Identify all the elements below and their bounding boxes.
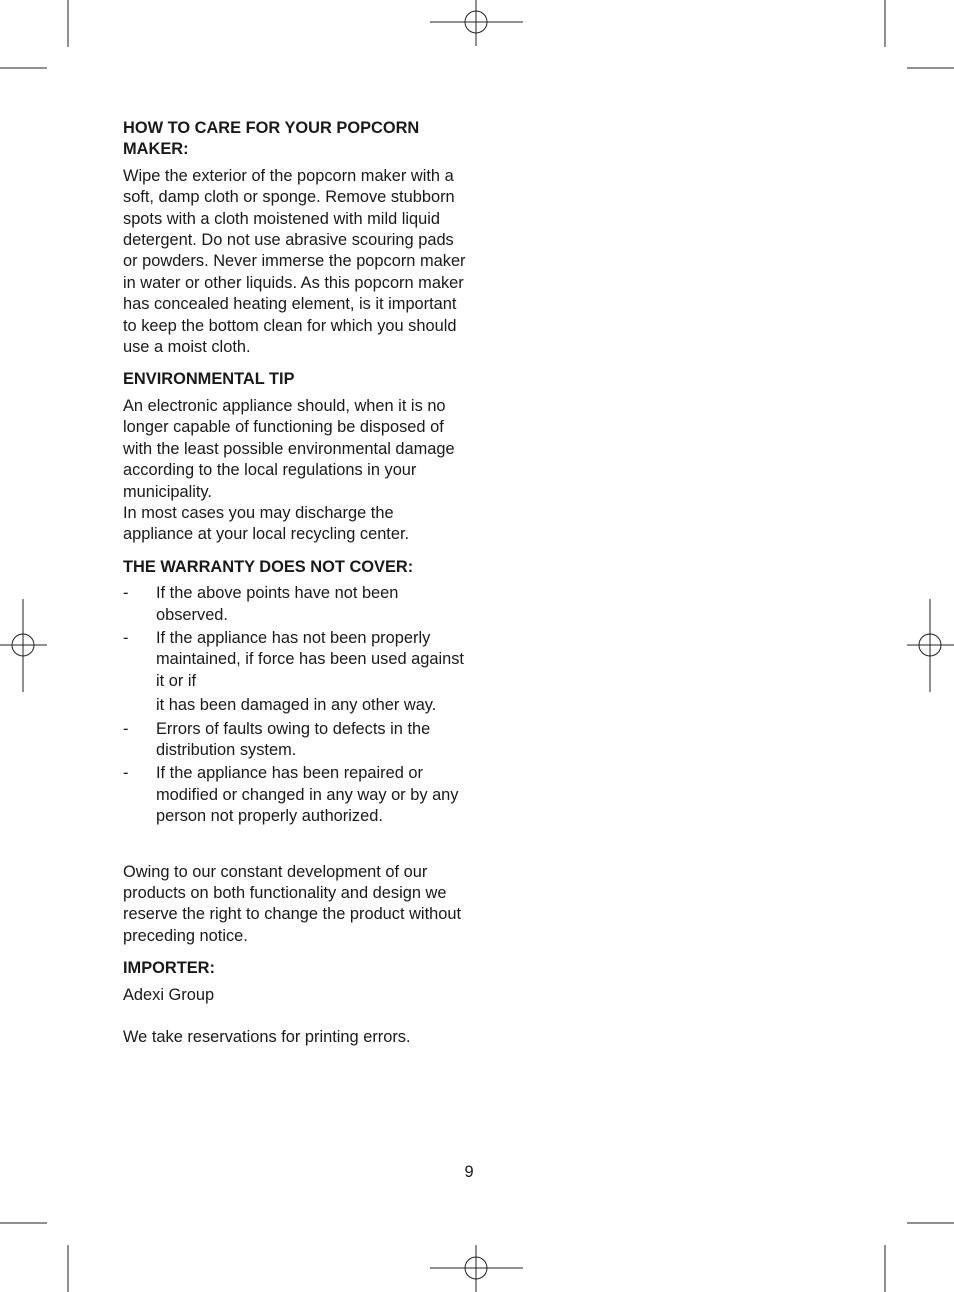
warranty-heading: THE WARRANTY DOES NOT COVER: [123, 557, 414, 576]
list-item: - Errors of faults owing to defects in the distribution system. [123, 719, 431, 759]
warranty-list [123, 583, 468, 827]
environment-body: An electronic appliance should, when it is no longer capable of functioning be disposed of with the least possible environmental damage according to the local regulations in your municipality. [123, 396, 455, 501]
page-number: 9 [464, 1163, 474, 1181]
registration-mark-right [907, 599, 954, 692]
importer-heading: IMPORTER: [123, 959, 215, 978]
printing-disclaimer: We take reservations for printing errors. [123, 1028, 411, 1047]
text-column [123, 118, 468, 1048]
environment-heading: ENVIRONMENTAL TIP [123, 370, 295, 389]
environment-body-2: In most cases you may discharge the appliance at your local recycling center. [123, 503, 410, 544]
list-item: - If the above points have not been observed. [123, 584, 399, 624]
importer-name: Adexi Group [123, 985, 215, 1004]
care-heading: HOW TO CARE FOR YOUR POPCORN MAKER: [123, 119, 420, 159]
registration-mark-top [430, 0, 523, 46]
registration-mark-left [0, 599, 47, 692]
list-item: - If the appliance has not been properly maintained, if force has been used against it or if it has been damaged in any other way. [123, 628, 464, 715]
list-item: - If the appliance has been repaired or modified or changed in any way or by any person not properly authorized. [123, 764, 459, 826]
development-notice: Owing to our constant development of our products on both functionality and design we reserve the right to change the product without preceding notice. [123, 862, 462, 945]
care-body: Wipe the exterior of the popcorn maker with a soft, damp cloth or sponge. Remove stubborn spots with a cloth moistened with mild liquid detergent. Do not use abrasive scouring pads or powders. Never immerse the popcorn maker in water or other liquids. As this popcorn maker has concealed heating element, is it important to keep the bottom clean for which you should use a moist cloth. [123, 166, 466, 357]
registration-mark-bottom [430, 1245, 523, 1292]
